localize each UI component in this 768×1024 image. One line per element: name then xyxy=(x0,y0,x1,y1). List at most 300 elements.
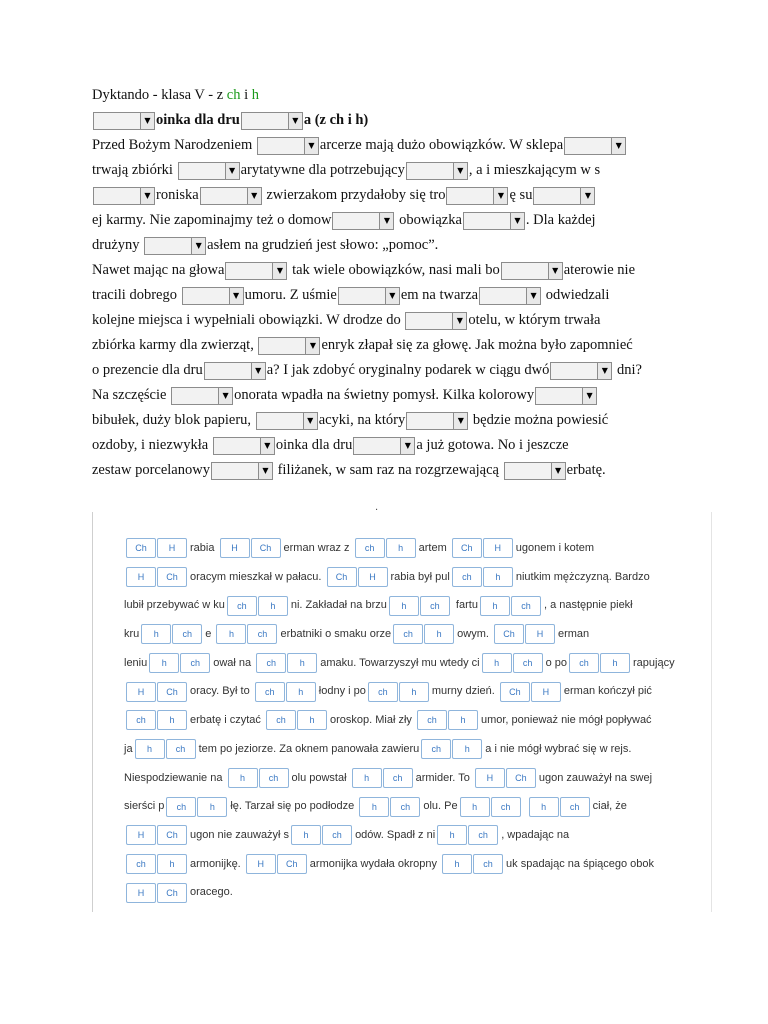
option-button[interactable]: h xyxy=(141,624,171,644)
letter-dropdown[interactable] xyxy=(406,412,468,430)
dropdown-arrow-icon[interactable]: ▼ xyxy=(379,213,393,229)
dropdown-arrow-icon[interactable]: ▼ xyxy=(304,138,318,154)
letter-dropdown[interactable] xyxy=(533,187,595,205)
separator-mark: · xyxy=(375,505,379,516)
sentence-text: a? I jak zdobyć oryginalny podarek w ciągu dwó xyxy=(266,362,550,379)
option-button[interactable]: ch xyxy=(468,825,498,845)
option-button[interactable]: ch xyxy=(126,710,156,730)
sentence-text: armonijka wydała okropny xyxy=(309,857,441,870)
letter-dropdown[interactable] xyxy=(446,187,508,205)
sentence-text: armonijkę. xyxy=(190,857,244,870)
letter-dropdown[interactable] xyxy=(178,162,240,180)
option-pair xyxy=(149,653,211,673)
sentence-text: a (z ch i h) xyxy=(303,112,369,129)
letter-dropdown[interactable] xyxy=(405,312,467,330)
letter-dropdown[interactable] xyxy=(550,362,612,380)
option-pair xyxy=(216,624,278,644)
option-button[interactable]: Ch xyxy=(327,567,357,587)
option-button[interactable]: Ch xyxy=(500,682,530,702)
letter-dropdown[interactable] xyxy=(479,287,541,305)
letter-dropdown[interactable] xyxy=(406,162,468,180)
letter-dropdown[interactable] xyxy=(332,212,394,230)
option-button[interactable]: ch xyxy=(166,797,196,817)
choice-line xyxy=(124,620,684,649)
option-button[interactable]: Ch xyxy=(157,883,187,903)
dropdown-arrow-icon[interactable]: ▼ xyxy=(452,313,466,329)
dictation-line xyxy=(92,433,712,458)
sentence-text: ciał, że xyxy=(592,800,627,813)
option-button[interactable]: ch xyxy=(247,624,277,644)
option-button[interactable]: ch xyxy=(511,596,541,616)
choice-line xyxy=(124,878,684,907)
sentence-text: erman kończył pić xyxy=(563,685,652,698)
title-and: i xyxy=(240,87,252,104)
option-button[interactable]: Ch xyxy=(277,854,307,874)
dropdown-arrow-icon[interactable]: ▼ xyxy=(305,338,319,354)
option-button[interactable]: H xyxy=(246,854,276,874)
option-button[interactable]: h xyxy=(482,653,512,673)
option-button[interactable]: h xyxy=(452,739,482,759)
dictation-line xyxy=(92,333,712,358)
option-button[interactable]: ch xyxy=(491,797,521,817)
letter-dropdown[interactable] xyxy=(257,137,319,155)
sentence-text: , wpadając na xyxy=(501,828,570,841)
dropdown-arrow-icon[interactable]: ▼ xyxy=(551,463,565,479)
dropdown-arrow-icon[interactable]: ▼ xyxy=(229,288,243,304)
dictation-line xyxy=(92,258,712,283)
option-button[interactable]: ch xyxy=(383,768,413,788)
choice-line xyxy=(124,534,684,563)
option-pair xyxy=(480,596,542,616)
letter-dropdown[interactable] xyxy=(182,287,244,305)
option-button[interactable]: h xyxy=(135,739,165,759)
sentence-text: odwiedzali xyxy=(542,287,610,304)
option-button[interactable]: Ch xyxy=(157,825,187,845)
sentence-text: umor, ponieważ nie mógł popływać xyxy=(480,714,652,727)
option-pair xyxy=(266,710,328,730)
sentence-text xyxy=(524,800,527,812)
dropdown-arrow-icon[interactable]: ▼ xyxy=(611,138,625,154)
option-button[interactable]: ch xyxy=(255,682,285,702)
option-pair xyxy=(355,538,417,558)
option-button[interactable]: Ch xyxy=(506,768,536,788)
option-button[interactable]: h xyxy=(483,567,513,587)
dictation-line xyxy=(92,308,712,333)
sentence-text: roniska xyxy=(156,187,199,204)
dictation-line xyxy=(92,108,712,133)
sentence-text: filiżanek, w sam raz na rozgrzewającą xyxy=(273,462,503,479)
sentence-text: oinka dla dru xyxy=(275,437,353,454)
option-button[interactable]: h xyxy=(529,797,559,817)
option-button[interactable]: h xyxy=(399,682,429,702)
sentence-text: arytatywne dla potrzebujący xyxy=(240,162,405,179)
sentence-text: . Dla każdej xyxy=(525,212,596,229)
sentence-text: zbiórka karmy dla zwierząt, xyxy=(92,337,258,354)
option-pair xyxy=(220,538,282,558)
option-button[interactable]: h xyxy=(216,624,246,644)
dictation-line xyxy=(92,458,712,483)
sentence-text: rapujący xyxy=(633,656,675,669)
option-button[interactable]: ch xyxy=(420,596,450,616)
option-pair xyxy=(126,883,188,903)
sentence-text: onorata wpadła na świetny pomysł. Kilka kolorowy xyxy=(234,387,535,404)
option-button[interactable]: Ch xyxy=(452,538,482,558)
option-button[interactable]: h xyxy=(600,653,630,673)
sentence-text: Niespodziewanie na xyxy=(124,771,226,784)
dropdown-arrow-icon[interactable]: ▼ xyxy=(272,263,286,279)
option-button[interactable]: h xyxy=(480,596,510,616)
option-button[interactable]: Ch xyxy=(157,567,187,587)
option-pair xyxy=(368,682,430,702)
sentence-text: olu. Pe xyxy=(423,800,458,813)
dictation-line xyxy=(92,358,712,383)
option-button[interactable]: h xyxy=(258,596,288,616)
letter-dropdown[interactable] xyxy=(258,337,320,355)
dropdown-arrow-icon[interactable]: ▼ xyxy=(453,413,467,429)
option-pair xyxy=(452,567,514,587)
letter-dropdown[interactable] xyxy=(204,362,266,380)
option-pair xyxy=(359,797,421,817)
option-button[interactable]: ch xyxy=(417,710,447,730)
sentence-text: erbatę. xyxy=(566,462,606,479)
dropdown-arrow-icon[interactable]: ▼ xyxy=(191,238,205,254)
dictation-lines xyxy=(92,108,712,483)
option-button[interactable]: ch xyxy=(421,739,451,759)
option-pair xyxy=(126,710,188,730)
sentence-text: drużyny xyxy=(92,237,144,254)
sentence-text: niutkim mężczyzną. Bardzo xyxy=(515,570,650,583)
option-pair xyxy=(437,825,499,845)
option-pair xyxy=(126,538,188,558)
exercise-title xyxy=(92,83,712,108)
dropdown-arrow-icon[interactable]: ▼ xyxy=(260,438,274,454)
option-pair xyxy=(126,825,188,845)
option-pair xyxy=(141,624,203,644)
dropdown-arrow-icon[interactable]: ▼ xyxy=(288,113,302,129)
option-button[interactable]: H xyxy=(531,682,561,702)
option-pair xyxy=(255,682,317,702)
option-pair xyxy=(227,596,289,616)
sentence-text: lubił przebywać w ku xyxy=(124,599,225,612)
sentence-text: arcerze mają dużo obowiązków. W sklepa xyxy=(319,137,564,154)
dropdown-arrow-icon[interactable]: ▼ xyxy=(526,288,540,304)
option-pair xyxy=(135,739,197,759)
option-pair xyxy=(256,653,318,673)
sentence-text: kolejne miejsca i wypełniali obowiązki. W drodze do xyxy=(92,312,405,329)
dropdown-arrow-icon[interactable]: ▼ xyxy=(225,163,239,179)
option-button[interactable]: h xyxy=(157,854,187,874)
dropdown-arrow-icon[interactable]: ▼ xyxy=(597,363,611,379)
sentence-text: erman xyxy=(557,628,590,641)
option-button[interactable]: ch xyxy=(166,739,196,759)
sentence-text: tak wiele obowiązków, nasi mali bo xyxy=(288,262,500,279)
sentence-text: tem po jeziorze. Za oknem panowała zawieru xyxy=(198,742,420,755)
option-button[interactable]: Ch xyxy=(126,538,156,558)
sentence-text: o prezencie dla dru xyxy=(92,362,203,379)
sentence-text: a i nie mógł wybrać się w rejs. xyxy=(485,742,632,755)
choice-line xyxy=(124,706,684,735)
sentence-text: artem xyxy=(418,542,450,554)
option-button[interactable]: h xyxy=(149,653,179,673)
sentence-text: a już gotowa. No i jeszcze xyxy=(416,437,569,454)
sentence-text: zestaw porcelanowy xyxy=(92,462,210,479)
option-button[interactable]: h xyxy=(448,710,478,730)
letter-dropdown[interactable] xyxy=(353,437,415,455)
sentence-text: ugon zauważył na swej xyxy=(538,771,653,784)
choice-line xyxy=(124,735,684,764)
sentence-text: amaku. Towarzyszył mu wtedy ci xyxy=(320,656,480,669)
option-button[interactable]: ch xyxy=(513,653,543,673)
dictation-line xyxy=(92,383,712,408)
option-pair xyxy=(569,653,631,673)
option-pair xyxy=(482,653,544,673)
sentence-text: kru xyxy=(124,628,140,641)
option-button[interactable]: h xyxy=(389,596,419,616)
dropdown-arrow-icon[interactable]: ▼ xyxy=(385,288,399,304)
option-pair xyxy=(228,768,290,788)
letter-dropdown[interactable] xyxy=(144,237,206,255)
letter-dropdown[interactable] xyxy=(225,262,287,280)
dropdown-arrow-icon[interactable]: ▼ xyxy=(140,113,154,129)
option-button[interactable]: h xyxy=(437,825,467,845)
option-pair xyxy=(442,854,504,874)
letter-dropdown[interactable] xyxy=(200,187,262,205)
letter-dropdown[interactable] xyxy=(93,112,155,130)
option-button[interactable]: h xyxy=(291,825,321,845)
option-button[interactable]: ch xyxy=(368,682,398,702)
letter-dropdown[interactable] xyxy=(241,112,303,130)
sentence-text: uk spadając na śpiącego obok xyxy=(506,857,655,870)
option-button[interactable]: ch xyxy=(390,797,420,817)
dropdown-arrow-icon[interactable]: ▼ xyxy=(453,163,467,179)
option-pair xyxy=(126,854,188,874)
dropdown-arrow-icon[interactable]: ▼ xyxy=(258,463,272,479)
option-button[interactable]: ch xyxy=(322,825,352,845)
letter-dropdown[interactable] xyxy=(501,262,563,280)
choice-exercise-panel xyxy=(92,512,712,912)
sentence-text: umoru. Z uśmie xyxy=(244,287,337,304)
sentence-text: ę su xyxy=(509,187,533,204)
choice-exercise-lines xyxy=(124,534,684,907)
dictation-line xyxy=(92,133,712,158)
dropdown-arrow-icon[interactable]: ▼ xyxy=(493,188,507,204)
sentence-text: oinka dla dru xyxy=(156,112,240,129)
sentence-text: , a i mieszkającym w s xyxy=(468,162,601,179)
dictation-line xyxy=(92,283,712,308)
sentence-text: ugonem i kotem xyxy=(515,542,595,554)
title-ch: ch xyxy=(226,87,241,104)
letter-dropdown[interactable] xyxy=(211,462,273,480)
sentence-text: oracy. Był to xyxy=(190,685,253,698)
option-pair xyxy=(494,624,556,644)
option-button[interactable]: ch xyxy=(227,596,257,616)
dictation-line xyxy=(92,208,712,233)
option-button[interactable]: h xyxy=(157,710,187,730)
dropdown-arrow-icon[interactable]: ▼ xyxy=(400,438,414,454)
choice-line xyxy=(124,764,684,793)
dictation-line xyxy=(92,233,712,258)
option-button[interactable]: H xyxy=(525,624,555,644)
option-pair xyxy=(327,567,389,587)
option-pair xyxy=(291,825,353,845)
sentence-text: trwają zbiórki xyxy=(92,162,177,179)
sentence-text: rabia xyxy=(190,542,218,554)
letter-dropdown[interactable] xyxy=(463,212,525,230)
choice-line xyxy=(124,792,684,821)
dropdown-arrow-icon[interactable]: ▼ xyxy=(140,188,154,204)
title-text: Dyktando - klasa V - z xyxy=(92,87,227,104)
option-button[interactable]: ch xyxy=(569,653,599,673)
sentence-text: ował na xyxy=(213,656,255,669)
sentence-text: ni. Zakładał na brzu xyxy=(290,599,387,612)
option-pair xyxy=(389,596,451,616)
option-pair xyxy=(475,768,537,788)
option-button[interactable]: H xyxy=(126,682,156,702)
option-pair xyxy=(246,854,308,874)
option-button[interactable]: ch xyxy=(355,538,385,558)
letter-dropdown[interactable] xyxy=(504,462,566,480)
option-button[interactable]: H xyxy=(126,567,156,587)
sentence-text: erbatę i czytać xyxy=(190,714,264,727)
option-button[interactable]: h xyxy=(286,682,316,702)
sentence-text: sierści p xyxy=(124,800,165,813)
option-pair xyxy=(529,797,591,817)
letter-dropdown[interactable] xyxy=(256,412,318,430)
option-button[interactable]: ch xyxy=(256,653,286,673)
sentence-text: enryk złapał się za głowę. Jak można było zapomnieć xyxy=(321,337,633,354)
dictation-dropdown-exercise xyxy=(92,83,712,483)
option-button[interactable]: H xyxy=(157,538,187,558)
sentence-text: e xyxy=(205,628,215,641)
sentence-text: acyki, na który xyxy=(318,412,406,429)
sentence-text: fartu xyxy=(452,599,478,612)
letter-dropdown[interactable] xyxy=(213,437,275,455)
sentence-text: leniu xyxy=(124,656,148,669)
option-pair xyxy=(500,682,562,702)
sentence-text: odów. Spadł z ni xyxy=(355,828,436,841)
sentence-text: rabia był pul xyxy=(390,570,450,583)
choice-line xyxy=(124,563,684,592)
option-button[interactable]: ch xyxy=(126,854,156,874)
letter-dropdown[interactable] xyxy=(564,137,626,155)
option-button[interactable]: ch xyxy=(560,797,590,817)
option-pair xyxy=(126,682,188,702)
sentence-text: ugon nie zauważył s xyxy=(190,828,290,841)
sentence-text: em na twarza xyxy=(400,287,479,304)
sentence-text: obowiązka xyxy=(395,212,462,229)
sentence-text: oroskop. Miał zły xyxy=(329,714,415,727)
sentence-text: otelu, w którym trwała xyxy=(468,312,601,329)
option-button[interactable]: H xyxy=(220,538,250,558)
option-button[interactable]: h xyxy=(424,624,454,644)
choice-line xyxy=(124,821,684,850)
sentence-text: erbatniki o smaku orze xyxy=(280,628,392,641)
option-button[interactable]: h xyxy=(197,797,227,817)
option-button[interactable]: ch xyxy=(180,653,210,673)
dropdown-arrow-icon[interactable]: ▼ xyxy=(548,263,562,279)
sentence-text: Przed Bożym Narodzeniem xyxy=(92,137,256,154)
sentence-text: łę. Tarzał się po podłodze xyxy=(230,800,358,813)
option-button[interactable]: H xyxy=(126,825,156,845)
option-button[interactable]: ch xyxy=(266,710,296,730)
option-button[interactable]: h xyxy=(359,797,389,817)
option-pair xyxy=(417,710,479,730)
option-pair xyxy=(460,797,522,817)
choice-line xyxy=(124,649,684,678)
option-button[interactable]: ch xyxy=(172,624,202,644)
dropdown-arrow-icon[interactable]: ▼ xyxy=(247,188,261,204)
sentence-text: tracili dobrego xyxy=(92,287,181,304)
dropdown-arrow-icon[interactable]: ▼ xyxy=(582,388,596,404)
letter-dropdown[interactable] xyxy=(338,287,400,305)
option-button[interactable]: H xyxy=(358,567,388,587)
sentence-text: dni? xyxy=(613,362,642,379)
sentence-text: ozdoby, i niezwykła xyxy=(92,437,212,454)
dictation-line xyxy=(92,183,712,208)
option-button[interactable]: h xyxy=(442,854,472,874)
option-pair xyxy=(166,797,228,817)
sentence-text: oracego. xyxy=(190,886,233,899)
option-button[interactable]: H xyxy=(126,883,156,903)
option-button[interactable]: h xyxy=(352,768,382,788)
option-button[interactable]: ch xyxy=(473,854,503,874)
choice-line xyxy=(124,677,684,706)
dropdown-arrow-icon[interactable]: ▼ xyxy=(218,388,232,404)
option-button[interactable]: h xyxy=(287,653,317,673)
option-button[interactable]: Ch xyxy=(494,624,524,644)
sentence-text: Nawet mając na głowa xyxy=(92,262,225,279)
option-button[interactable]: h xyxy=(228,768,258,788)
option-button[interactable]: Ch xyxy=(251,538,281,558)
option-button[interactable]: ch xyxy=(452,567,482,587)
dictation-line xyxy=(92,408,712,433)
sentence-text: ej karmy. Nie zapominajmy też o domow xyxy=(92,212,332,229)
sentence-text: Na szczęście xyxy=(92,387,171,404)
choice-line xyxy=(124,591,684,620)
option-button[interactable]: h xyxy=(460,797,490,817)
dropdown-arrow-icon[interactable]: ▼ xyxy=(251,363,265,379)
option-pair xyxy=(452,538,514,558)
option-button[interactable]: H xyxy=(483,538,513,558)
sentence-text: erman wraz z xyxy=(283,542,353,554)
option-button[interactable]: Ch xyxy=(157,682,187,702)
option-button[interactable]: ch xyxy=(259,768,289,788)
sentence-text: aterowie nie xyxy=(563,262,636,279)
sentence-text: łodny i po xyxy=(318,685,366,698)
choice-line xyxy=(124,850,684,879)
sentence-text: olu powstał xyxy=(291,771,350,784)
option-button[interactable]: ch xyxy=(393,624,423,644)
dictation-line xyxy=(92,158,712,183)
option-pair xyxy=(421,739,483,759)
dropdown-arrow-icon[interactable]: ▼ xyxy=(303,413,317,429)
sentence-text: zwierzakom przydałoby się tro xyxy=(262,187,446,204)
option-button[interactable]: h xyxy=(386,538,416,558)
title-h: h xyxy=(251,87,259,104)
sentence-text: będzie można powiesić xyxy=(469,412,609,429)
sentence-text: ja xyxy=(124,742,133,755)
sentence-text: asłem na grudzień jest słowo: „pomoc”. xyxy=(207,237,439,254)
sentence-text: bibułek, duży blok papieru, xyxy=(92,412,255,429)
dropdown-arrow-icon[interactable]: ▼ xyxy=(510,213,524,229)
letter-dropdown[interactable] xyxy=(535,387,597,405)
letter-dropdown[interactable] xyxy=(93,187,155,205)
option-button[interactable]: h xyxy=(297,710,327,730)
option-button[interactable]: H xyxy=(475,768,505,788)
option-pair xyxy=(352,768,414,788)
dropdown-arrow-icon[interactable]: ▼ xyxy=(580,188,594,204)
letter-dropdown[interactable] xyxy=(171,387,233,405)
